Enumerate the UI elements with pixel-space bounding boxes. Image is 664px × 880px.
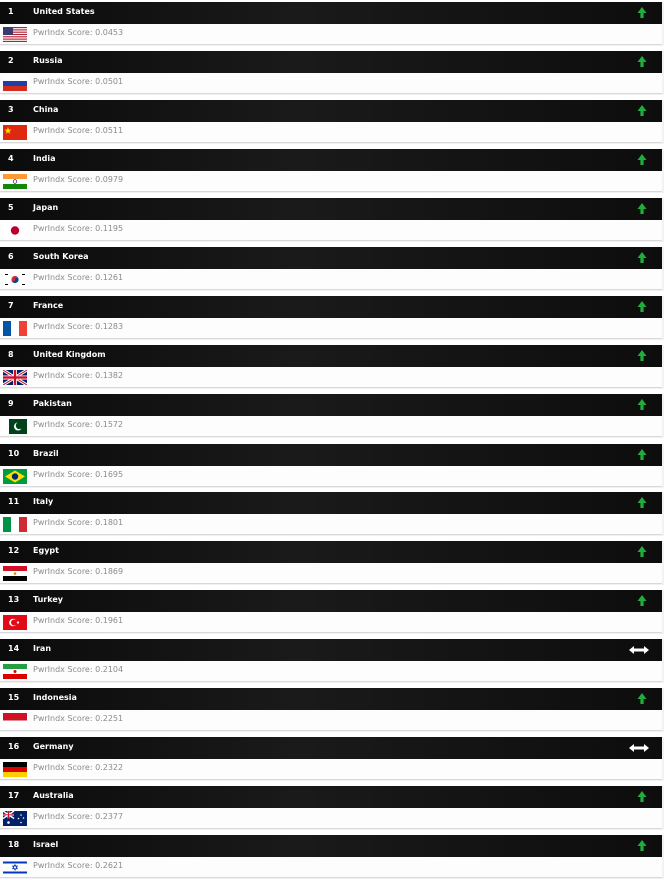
rank-number: 8 — [8, 350, 14, 359]
entry-header[interactable] — [0, 492, 662, 514]
entry-header[interactable] — [0, 2, 662, 24]
entry-details — [0, 122, 662, 143]
country-name[interactable]: Japan — [33, 203, 59, 212]
score-label: PwrIndx Score: — [33, 273, 93, 282]
country-entry[interactable] — [0, 590, 664, 634]
rank-number: 11 — [8, 497, 20, 506]
entry-details — [0, 318, 662, 339]
flag-gb-icon — [3, 370, 27, 385]
country-name[interactable]: Israel — [33, 840, 59, 849]
entry-details — [0, 220, 662, 241]
score-text — [33, 714, 123, 723]
entry-header[interactable] — [0, 541, 662, 563]
entry-details — [0, 563, 662, 584]
rank-number: 9 — [8, 399, 14, 408]
country-name[interactable]: Brazil — [33, 449, 59, 458]
score-label: PwrIndx Score: — [33, 567, 93, 576]
country-name[interactable]: Iran — [33, 644, 52, 653]
score-label: PwrIndx Score: — [33, 714, 93, 723]
entry-details — [0, 857, 662, 878]
score-value: 0.2322 — [95, 763, 124, 772]
score-value: 0.1869 — [95, 567, 124, 576]
trend-up-arrow-icon — [634, 55, 650, 69]
score-label: PwrIndx Score: — [33, 126, 93, 135]
country-name[interactable]: France — [33, 301, 64, 310]
rank-number: 18 — [8, 840, 20, 849]
country-name[interactable]: Australia — [33, 791, 74, 800]
rank-number: 7 — [8, 301, 14, 310]
entry-header[interactable] — [0, 100, 662, 122]
trend-up-arrow-icon — [634, 790, 650, 804]
rank-number: 6 — [8, 252, 14, 261]
country-name[interactable]: Indonesia — [33, 693, 77, 702]
score-label: PwrIndx Score: — [33, 518, 93, 527]
score-label: PwrIndx Score: — [33, 812, 93, 821]
entry-details — [0, 710, 662, 731]
country-name[interactable]: China — [33, 105, 59, 114]
score-label: PwrIndx Score: — [33, 665, 93, 674]
score-value: 0.1801 — [95, 518, 124, 527]
score-text — [33, 224, 123, 233]
trend-up-arrow-icon — [634, 496, 650, 510]
entry-header[interactable] — [0, 786, 662, 808]
score-value: 0.1695 — [95, 470, 124, 479]
rank-number: 17 — [8, 791, 20, 800]
rank-number: 1 — [8, 7, 14, 16]
flag-ir-icon — [3, 664, 27, 679]
score-value: 0.2104 — [95, 665, 124, 674]
rank-number: 12 — [8, 546, 20, 555]
entry-header[interactable] — [0, 688, 662, 710]
country-name[interactable]: Italy — [33, 497, 54, 506]
country-entry[interactable] — [0, 296, 664, 340]
score-value: 0.2251 — [95, 714, 124, 723]
country-entry[interactable] — [0, 541, 664, 585]
trend-up-arrow-icon — [634, 692, 650, 706]
entry-header[interactable] — [0, 639, 662, 661]
country-entry[interactable] — [0, 639, 664, 683]
country-name[interactable]: Russia — [33, 56, 63, 65]
entry-header[interactable] — [0, 345, 662, 367]
entry-header[interactable] — [0, 835, 662, 857]
flag-ru-icon — [3, 76, 27, 91]
rank-number: 14 — [8, 644, 20, 653]
score-text — [33, 28, 123, 37]
score-value: 0.2377 — [95, 812, 124, 821]
flag-in-icon — [3, 174, 27, 189]
entry-details — [0, 466, 662, 487]
flag-jp-icon — [3, 223, 27, 238]
score-label: PwrIndx Score: — [33, 420, 93, 429]
country-entry[interactable] — [0, 198, 664, 242]
country-name[interactable]: Germany — [33, 742, 74, 751]
rank-number: 15 — [8, 693, 20, 702]
flag-fr-icon — [3, 321, 27, 336]
entry-header[interactable] — [0, 296, 662, 318]
country-name[interactable]: United States — [33, 7, 95, 16]
country-entry[interactable] — [0, 394, 664, 438]
score-text — [33, 616, 123, 625]
entry-details — [0, 73, 662, 94]
flag-id-icon — [3, 713, 27, 728]
flag-it-icon — [3, 517, 27, 532]
trend-unchanged-arrows-icon — [628, 741, 650, 755]
rank-number: 10 — [8, 449, 20, 458]
country-name[interactable]: South Korea — [33, 252, 89, 261]
score-text — [33, 322, 123, 331]
flag-pk-icon — [3, 419, 27, 434]
score-text — [33, 470, 123, 479]
country-entry[interactable] — [0, 345, 664, 389]
score-text — [33, 175, 123, 184]
rank-number: 4 — [8, 154, 14, 163]
score-text — [33, 273, 123, 282]
country-entry[interactable] — [0, 786, 664, 830]
score-value: 0.2621 — [95, 861, 124, 870]
country-entry[interactable] — [0, 688, 664, 732]
score-text — [33, 665, 123, 674]
flag-us-icon — [3, 27, 27, 42]
rank-number: 16 — [8, 742, 20, 751]
entry-details — [0, 269, 662, 290]
entry-details — [0, 24, 662, 45]
rank-number: 3 — [8, 105, 14, 114]
trend-up-arrow-icon — [634, 300, 650, 314]
score-label: PwrIndx Score: — [33, 371, 93, 380]
flag-il-icon — [3, 860, 27, 875]
entry-details — [0, 367, 662, 388]
entry-header[interactable] — [0, 247, 662, 269]
country-entry[interactable] — [0, 247, 664, 291]
country-name[interactable]: Egypt — [33, 546, 59, 555]
trend-up-arrow-icon — [634, 839, 650, 853]
country-name[interactable]: Pakistan — [33, 399, 72, 408]
trend-up-arrow-icon — [634, 398, 650, 412]
entry-header[interactable] — [0, 198, 662, 220]
score-text — [33, 77, 123, 86]
score-text — [33, 861, 123, 870]
entry-header[interactable] — [0, 444, 662, 466]
score-text — [33, 567, 123, 576]
entry-details — [0, 808, 662, 829]
score-label: PwrIndx Score: — [33, 763, 93, 772]
trend-up-arrow-icon — [634, 349, 650, 363]
trend-unchanged-arrows-icon — [628, 643, 650, 657]
flag-eg-icon — [3, 566, 27, 581]
trend-up-arrow-icon — [634, 202, 650, 216]
country-entry[interactable] — [0, 835, 664, 879]
entry-details — [0, 759, 662, 780]
trend-up-arrow-icon — [634, 594, 650, 608]
trend-up-arrow-icon — [634, 153, 650, 167]
score-label: PwrIndx Score: — [33, 861, 93, 870]
flag-tr-icon — [3, 615, 27, 630]
flag-de-icon — [3, 762, 27, 777]
entry-details — [0, 661, 662, 682]
trend-up-arrow-icon — [634, 104, 650, 118]
country-entry[interactable] — [0, 100, 664, 144]
score-text — [33, 126, 123, 135]
flag-au-icon — [3, 811, 27, 826]
score-value: 0.1961 — [95, 616, 124, 625]
entry-details — [0, 416, 662, 437]
entry-details — [0, 514, 662, 535]
score-text — [33, 518, 123, 527]
score-label: PwrIndx Score: — [33, 470, 93, 479]
score-value: 0.1572 — [95, 420, 124, 429]
score-text — [33, 812, 123, 821]
score-value: 0.1261 — [95, 273, 124, 282]
country-entry[interactable] — [0, 492, 664, 536]
score-label: PwrIndx Score: — [33, 175, 93, 184]
score-label: PwrIndx Score: — [33, 224, 93, 233]
flag-br-icon — [3, 469, 27, 484]
score-label: PwrIndx Score: — [33, 28, 93, 37]
score-value: 0.0501 — [95, 77, 124, 86]
rank-number: 13 — [8, 595, 20, 604]
entry-header[interactable] — [0, 51, 662, 73]
country-name[interactable]: India — [33, 154, 56, 163]
score-value: 0.1195 — [95, 224, 124, 233]
entry-header[interactable] — [0, 737, 662, 759]
trend-up-arrow-icon — [634, 545, 650, 559]
flag-cn-icon — [3, 125, 27, 140]
score-value: 0.1382 — [95, 371, 124, 380]
score-value: 0.0979 — [95, 175, 124, 184]
country-name[interactable]: Turkey — [33, 595, 63, 604]
country-entry[interactable] — [0, 737, 664, 781]
country-entry[interactable] — [0, 444, 664, 488]
country-entry[interactable] — [0, 2, 664, 46]
trend-up-arrow-icon — [634, 6, 650, 20]
rank-number: 2 — [8, 56, 14, 65]
country-entry[interactable] — [0, 51, 664, 95]
score-label: PwrIndx Score: — [33, 77, 93, 86]
score-text — [33, 371, 123, 380]
score-value: 0.0511 — [95, 126, 124, 135]
score-label: PwrIndx Score: — [33, 616, 93, 625]
entry-header[interactable] — [0, 394, 662, 416]
trend-up-arrow-icon — [634, 448, 650, 462]
entry-details — [0, 171, 662, 192]
score-text — [33, 420, 123, 429]
score-text — [33, 763, 123, 772]
score-label: PwrIndx Score: — [33, 322, 93, 331]
rank-number: 5 — [8, 203, 14, 212]
entry-details — [0, 612, 662, 633]
score-value: 0.0453 — [95, 28, 124, 37]
country-name[interactable]: United Kingdom — [33, 350, 106, 359]
flag-kr-icon — [3, 272, 27, 287]
entry-header[interactable] — [0, 590, 662, 612]
score-value: 0.1283 — [95, 322, 124, 331]
entry-header[interactable] — [0, 149, 662, 171]
country-entry[interactable] — [0, 149, 664, 193]
trend-up-arrow-icon — [634, 251, 650, 265]
